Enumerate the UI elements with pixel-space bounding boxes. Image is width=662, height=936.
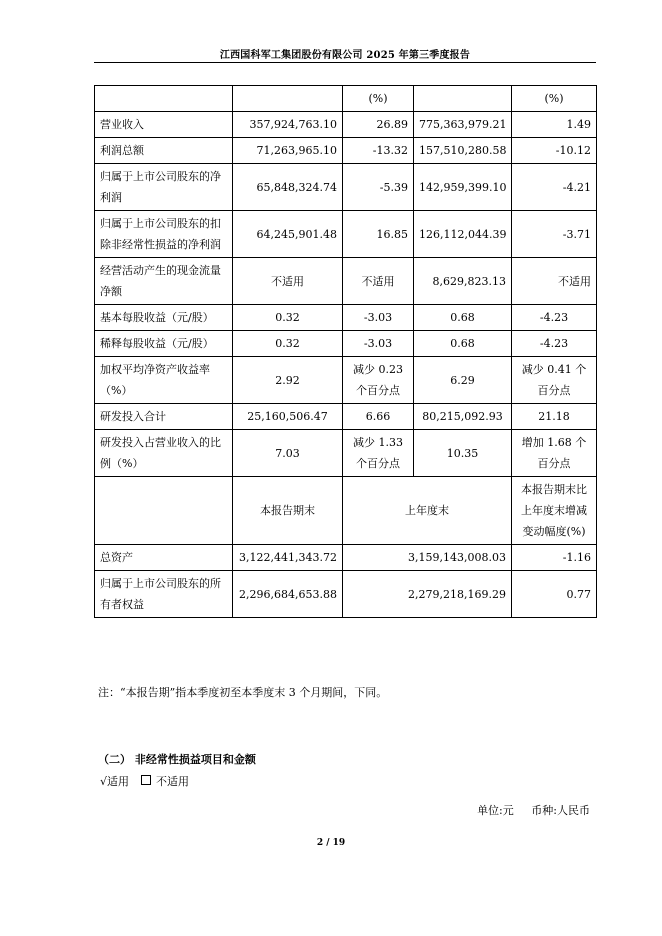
row-label: 研发投入合计	[95, 404, 233, 430]
row-label: 研发投入占营业收入的比例（%）	[95, 430, 233, 477]
table-footnote: 注：“本报告期”指本季度初至本季度末 3 个月期间，下同。	[98, 686, 388, 699]
table-cell: 142,959,399.10	[414, 164, 512, 211]
table-cell: 157,510,280.58	[414, 138, 512, 164]
table-cell: 2,296,684,653.88	[233, 571, 343, 618]
table-cell: 减少 0.23 个百分点	[343, 357, 414, 404]
table-cell	[233, 86, 343, 112]
table-cell: 1.49	[512, 112, 597, 138]
table-cell: -3.71	[512, 211, 597, 258]
table-row	[95, 477, 597, 545]
header-divider	[94, 62, 596, 63]
column-header: 上年度末	[343, 477, 512, 545]
unchecked-box-icon	[141, 775, 151, 785]
table-cell	[95, 86, 233, 112]
table-row	[95, 86, 597, 112]
table-cell: -4.23	[512, 305, 597, 331]
row-label: 经营活动产生的现金流量净额	[95, 258, 233, 305]
table-cell: 不适用	[512, 258, 597, 305]
table-cell: 25,160,506.47	[233, 404, 343, 430]
table-cell: 7.03	[233, 430, 343, 477]
table-row	[95, 211, 597, 258]
not-applicable-option: 不适用	[156, 775, 190, 788]
row-label: 基本每股收益（元/股）	[95, 305, 233, 331]
table-row	[95, 164, 597, 211]
table-cell: 10.35	[414, 430, 512, 477]
table-cell: -5.39	[343, 164, 414, 211]
table-cell: 0.32	[233, 305, 343, 331]
table-row	[95, 430, 597, 477]
table-cell: -10.12	[512, 138, 597, 164]
table-cell: 64,245,901.48	[233, 211, 343, 258]
row-label: 归属于上市公司股东的净利润	[95, 164, 233, 211]
table-cell: 0.32	[233, 331, 343, 357]
table-cell: -3.03	[343, 305, 414, 331]
table-cell: 26.89	[343, 112, 414, 138]
table-cell: 6.29	[414, 357, 512, 404]
table-cell: 71,263,965.10	[233, 138, 343, 164]
table-cell: -1.16	[512, 545, 597, 571]
table-row	[95, 112, 597, 138]
row-label: 营业收入	[95, 112, 233, 138]
table-cell	[414, 86, 512, 112]
row-label: 总资产	[95, 545, 233, 571]
table-row	[95, 138, 597, 164]
row-label: 归属于上市公司股东的扣除非经常性损益的净利润	[95, 211, 233, 258]
row-label: 利润总额	[95, 138, 233, 164]
table-cell: 0.68	[414, 331, 512, 357]
table-cell: 80,215,092.93	[414, 404, 512, 430]
table-cell: 357,924,763.10	[233, 112, 343, 138]
table-cell: (%)	[343, 86, 414, 112]
column-header: 本报告期末	[233, 477, 343, 545]
table-cell: 0.77	[512, 571, 597, 618]
table-row	[95, 305, 597, 331]
unit-label: 单位:元	[477, 804, 514, 817]
applicable-option: √适用	[100, 775, 130, 788]
table-cell: 8,629,823.13	[414, 258, 512, 305]
applicability-options	[100, 773, 189, 789]
page-number: 2 / 19	[316, 838, 346, 848]
table-cell: -4.21	[512, 164, 597, 211]
column-header: 本报告期末比上年度末增减变动幅度(%)	[512, 477, 597, 545]
table-cell: 775,363,979.21	[414, 112, 512, 138]
row-label: 归属于上市公司股东的所有者权益	[95, 571, 233, 618]
table-cell: -3.03	[343, 331, 414, 357]
table-row	[95, 331, 597, 357]
table-cell: 减少 0.41 个百分点	[512, 357, 597, 404]
row-label: 稀释每股收益（元/股）	[95, 331, 233, 357]
unit-currency-line	[477, 802, 590, 818]
table-cell: -4.23	[512, 331, 597, 357]
table-cell: 不适用	[343, 258, 414, 305]
table-cell: 不适用	[233, 258, 343, 305]
table-cell: -13.32	[343, 138, 414, 164]
table-cell: 0.68	[414, 305, 512, 331]
table-cell	[95, 477, 233, 545]
table-cell: (%)	[512, 86, 597, 112]
currency-label: 币种:人民币	[531, 804, 590, 817]
row-label: 加权平均净资产收益率（%）	[95, 357, 233, 404]
table-row	[95, 545, 597, 571]
table-cell: 3,159,143,008.03	[343, 545, 512, 571]
table-cell: 3,122,441,343.72	[233, 545, 343, 571]
table-cell: 减少 1.33 个百分点	[343, 430, 414, 477]
table-cell: 2.92	[233, 357, 343, 404]
section-title: （二） 非经常性损益项目和金额	[98, 753, 256, 766]
table-cell: 126,112,044.39	[414, 211, 512, 258]
table-cell: 16.85	[343, 211, 414, 258]
table-row	[95, 404, 597, 430]
table-row	[95, 258, 597, 305]
table-cell: 6.66	[343, 404, 414, 430]
financial-indicators-table	[94, 85, 597, 618]
table-cell: 增加 1.68 个百分点	[512, 430, 597, 477]
table-row	[95, 571, 597, 618]
table-row	[95, 357, 597, 404]
report-header: 江西国科军工集团股份有限公司 2025 年第三季度报告	[219, 50, 471, 61]
table-cell: 2,279,218,169.29	[343, 571, 512, 618]
table-cell: 21.18	[512, 404, 597, 430]
table-cell: 65,848,324.74	[233, 164, 343, 211]
